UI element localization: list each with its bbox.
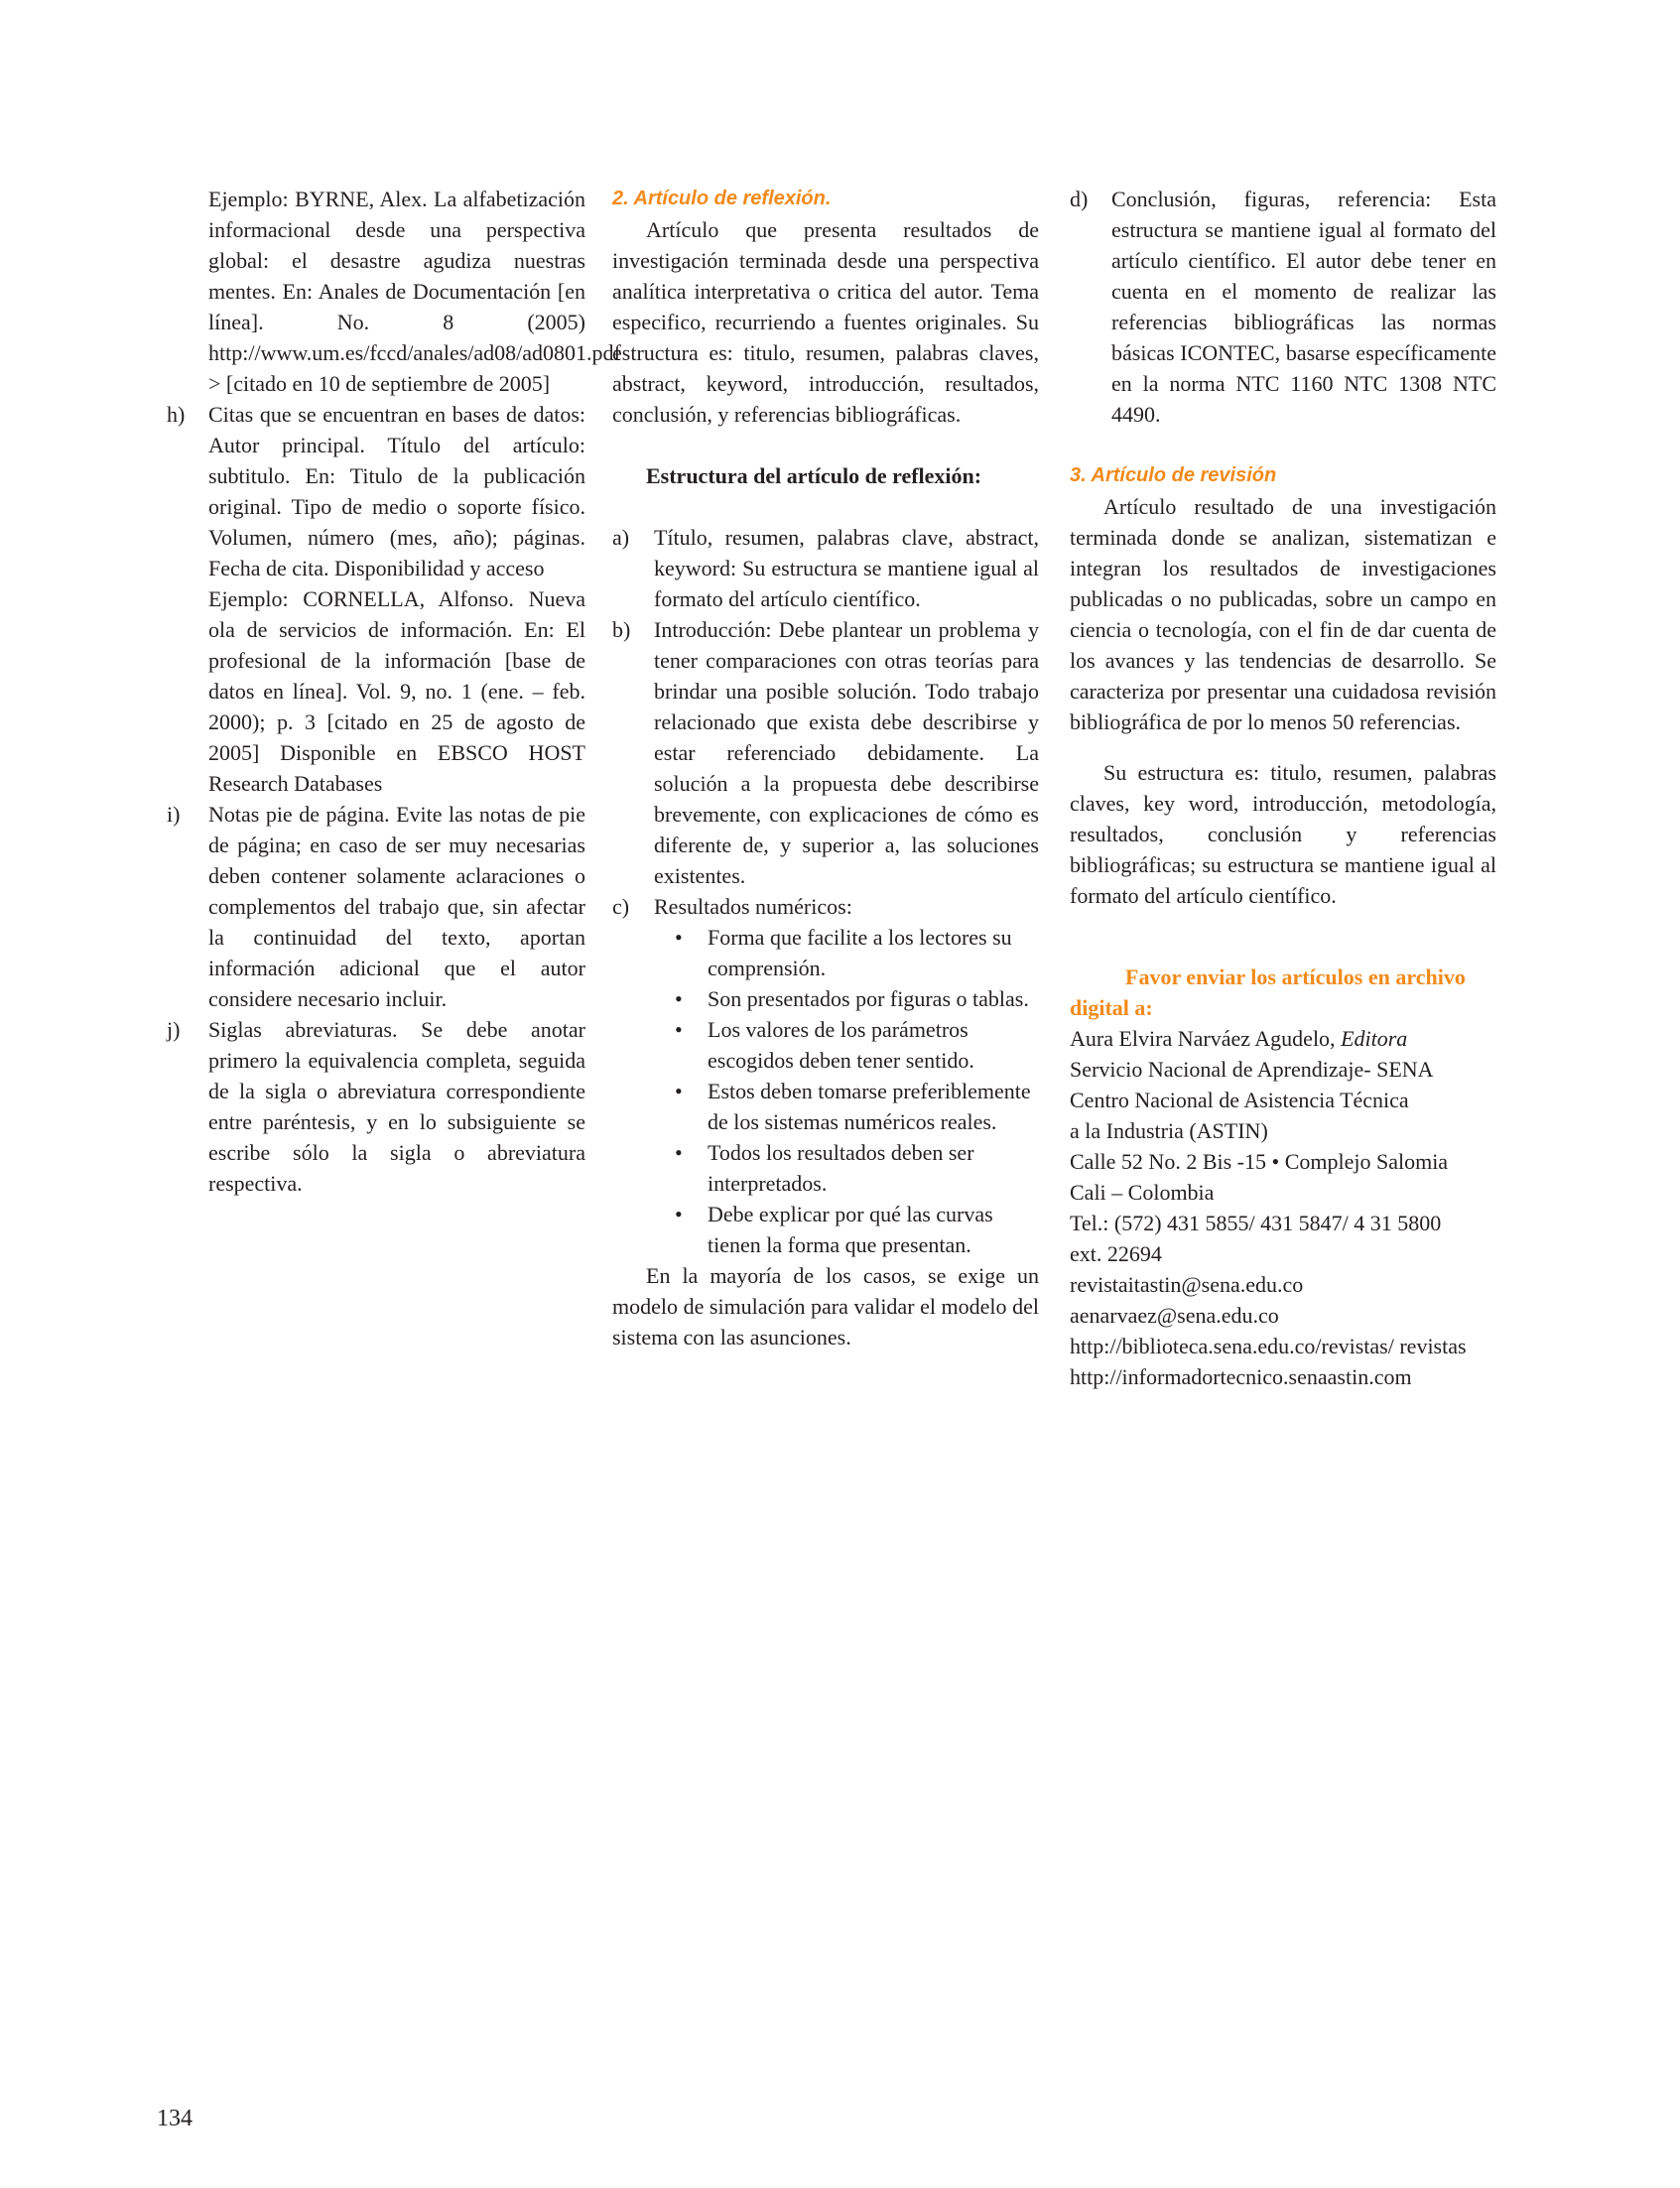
- contact-name-line: [1070, 1023, 1496, 1054]
- bullet-item: [612, 1014, 1039, 1076]
- list-item-text: Citas que se encuentran en bases de datos: Autor principal. Título del artículo: subtitulo. En: Titulo de la publicación original. Tipo de medio o soporte físico. Volumen, número (mes, año); páginas. Fecha de cita. Disponibilidad y acceso: [208, 402, 585, 580]
- bullet-icon: •: [675, 1079, 683, 1103]
- contact-name: Aura Elvira Narváez Agudelo,: [1070, 1026, 1336, 1051]
- paragraph: Artículo resultado de una investigación terminada donde se analizan, sistematizan e integran los resultados de investigaciones publicadas o no publicadas, sobre un campo en ciencia o tecnología, con el fin de dar cuenta de los avances y las tendencias de desarrollo. Se caracteriza por presentar una cuidadosa revisión bibliográfica de por lo menos 50 referencias.: [1070, 494, 1496, 734]
- list-item-text: Notas pie de página. Evite las notas de pie de página; en caso de ser muy necesarias deben contener solamente aclaraciones o complementos del trabajo que, sin afectar la continuidad del texto, aportan información adicional que el autor considere necesario incluir.: [208, 802, 585, 1011]
- contact-line: ext. 22694: [1070, 1241, 1162, 1266]
- bullet-item: [612, 1076, 1039, 1137]
- contact-line: Tel.: (572) 431 5855/ 431 5847/ 4 31 5800: [1070, 1211, 1442, 1235]
- contact-line: a la Industria (ASTIN): [1070, 1118, 1268, 1143]
- list-marker: a): [612, 525, 630, 550]
- bullet-icon: •: [675, 1202, 683, 1226]
- bullet-icon: •: [675, 1140, 683, 1165]
- list-item-text: Introducción: Debe plantear un problema y tener comparaciones con otras teorías para brindar una posible solución. Todo trabajo relacionado que exista debe describirse y estar referenciado debidamente. La solución a la propuesta debe describirse brevemente, con explicaciones de cómo es diferente de, y superior a, las soluciones existentes.: [654, 617, 1039, 888]
- paragraph: Artículo que presenta resultados de investigación terminada desde una perspectiva analítica interpretativa o critica del autor. Tema especifico, recurriendo a fuentes originales. Su estructura es: titulo, resumen, palabras claves, abstract, keyword, introducción, resultados, conclusión, y referencias bibliográficas.: [612, 217, 1039, 427]
- subsection-title: Estructura del artículo de reflexión:: [646, 463, 982, 488]
- section-title-reflexion: 2. Artículo de reflexión.: [612, 188, 832, 209]
- example-byrne: Ejemplo: BYRNE, Alex. La alfabetización informacional desde una perspectiva global: el desastre agudiza nuestras mentes. En: Anales de Documentación [en línea]. No. 8 (2005) http://www.um.es/fccd/anales/ad08/ad0801.pdf > [citado en 10 de septiembre de 2005]: [208, 187, 621, 396]
- bullet-icon: •: [675, 1017, 683, 1042]
- paragraph: Su estructura es: titulo, resumen, palabras claves, key word, introducción, metodología, resultados, conclusión y referencias bibliográficas; su estructura se mantiene igual al formato del artículo científico.: [1070, 760, 1496, 908]
- bullet-icon: •: [675, 925, 683, 950]
- bullet-text: Forma que facilite a los lectores su comprensión.: [708, 925, 1012, 980]
- web-link[interactable]: http://biblioteca.sena.edu.co/revistas/ revistas: [1070, 1334, 1467, 1358]
- list-item-text: Conclusión, figuras, referencia: Esta estructura se mantiene igual al formato del artículo científico. El autor debe tener en cuenta en el momento de realizar las referencias bibliográficas las normas básicas ICONTEC, basarse específicamente en la norma NTC 1160 NTC 1308 NTC 4490.: [1111, 187, 1496, 427]
- example-cornella: Ejemplo: CORNELLA, Alfonso. Nueva ola de servicios de información. En: El profesional de la información [base de datos en línea]. Vol. 9, no. 1 (ene. – feb. 2000); p. 3 [citado en 25 de agosto de 2005] Disponible en EBSCO HOST Research Databases: [208, 586, 585, 796]
- bullet-item: [612, 983, 1039, 1014]
- bullet-text: Son presentados por figuras o tablas.: [708, 986, 1029, 1011]
- bullet-text: Los valores de los parámetros escogidos deben tener sentido.: [708, 1017, 974, 1073]
- contact-role: Editora: [1341, 1026, 1408, 1051]
- bullet-item: [612, 1199, 1039, 1260]
- list-item-h: [167, 399, 585, 583]
- contact-line: Cali – Colombia: [1070, 1180, 1215, 1205]
- list-item-text: Siglas abreviaturas. Se debe anotar primero la equivalencia completa, seguida de la sigla o abreviatura correspondiente entre paréntesis, y en lo subsiguiente se escribe sólo la sigla o abreviatura respectiva.: [208, 1017, 585, 1196]
- column-middle: [612, 184, 1039, 1352]
- page-number: 134: [157, 2106, 193, 2131]
- web-link[interactable]: http://informadortecnico.senaastin.com: [1070, 1364, 1412, 1389]
- contact-line: Calle 52 No. 2 Bis -15 • Complejo Salomia: [1070, 1149, 1449, 1174]
- column-right: [1070, 184, 1496, 1392]
- submission-notice: Favor enviar los artículos en archivo digital a:: [1070, 965, 1466, 1020]
- list-marker: j): [167, 1017, 181, 1042]
- bullet-text: Debe explicar por qué las curvas tienen la forma que presentan.: [708, 1202, 993, 1257]
- list-marker: i): [167, 802, 181, 827]
- bullet-text: Todos los resultados deben ser interpretados.: [708, 1140, 974, 1196]
- contact-line: Servicio Nacional de Aprendizaje- SENA: [1070, 1057, 1434, 1082]
- list-item-b: [612, 614, 1039, 891]
- list-item-text: Resultados numéricos:: [654, 894, 852, 919]
- list-marker: h): [167, 402, 186, 427]
- list-item-i: [167, 799, 585, 1014]
- list-marker: b): [612, 617, 631, 642]
- list-item-d: [1070, 184, 1496, 430]
- column-left: [167, 184, 621, 1199]
- list-item-c: [612, 891, 1039, 922]
- list-marker: d): [1070, 187, 1089, 211]
- list-item-j: [167, 1014, 585, 1199]
- paragraph: En la mayoría de los casos, se exige un modelo de simulación para validar el modelo del sistema con las asunciones.: [612, 1263, 1039, 1350]
- bullet-text: Estos deben tomarse preferiblemente de los sistemas numéricos reales.: [708, 1079, 1031, 1134]
- bullet-item: [612, 1137, 1039, 1199]
- email-link[interactable]: revistaitastin@sena.edu.co: [1070, 1272, 1304, 1297]
- list-item-text: Título, resumen, palabras clave, abstract, keyword: Su estructura se mantiene igual al formato del artículo científico.: [654, 525, 1039, 611]
- section-title-revision: 3. Artículo de revisión: [1070, 464, 1277, 486]
- bullet-item: [612, 922, 1039, 983]
- contact-line: Centro Nacional de Asistencia Técnica: [1070, 1088, 1409, 1112]
- bullet-icon: •: [675, 986, 683, 1011]
- list-item-a: [612, 522, 1039, 614]
- email-link[interactable]: aenarvaez@sena.edu.co: [1070, 1303, 1279, 1328]
- list-marker: c): [612, 894, 630, 919]
